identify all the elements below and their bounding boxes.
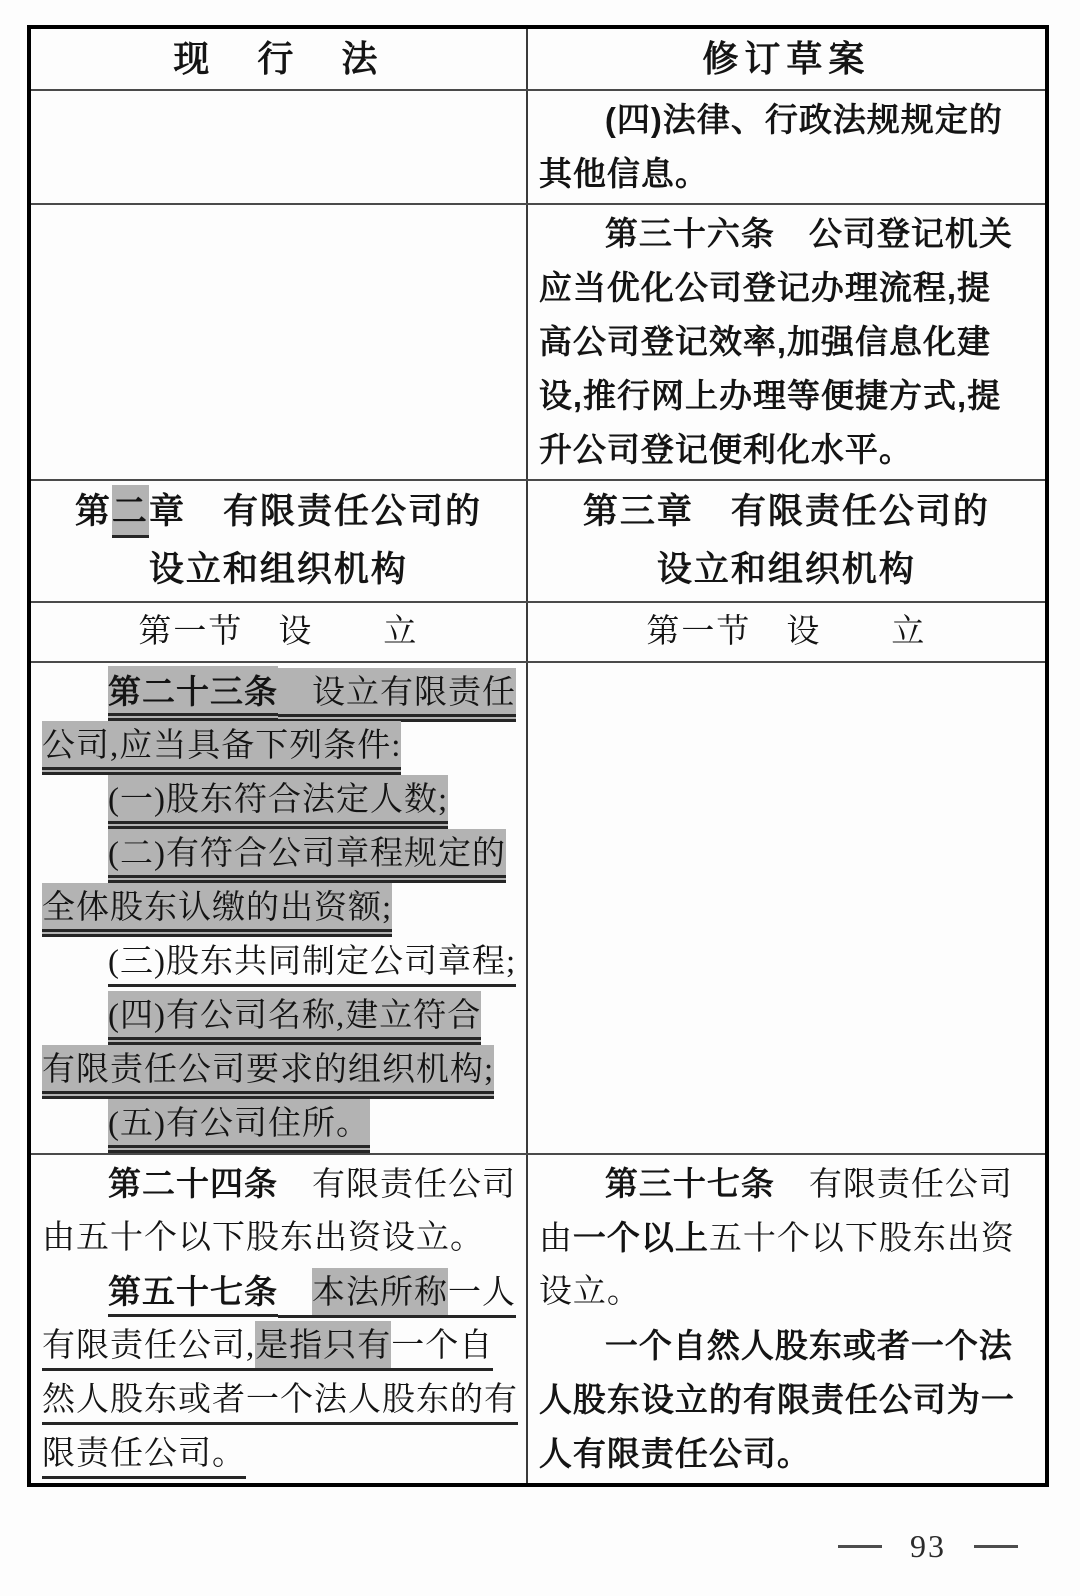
comparison-table bbox=[27, 25, 1049, 1487]
text-segment: 有限责任公司要求的组织机构; bbox=[42, 1045, 494, 1099]
text-segment: 设,推行网上办理等便捷方式,提 bbox=[538, 377, 1002, 414]
text-segment: 第二十三条 bbox=[108, 666, 278, 721]
text-segment: 升公司登记便利化水平。 bbox=[538, 431, 913, 468]
text-segment: 有限责任公司 bbox=[278, 1167, 516, 1203]
row-chapter-heading bbox=[31, 479, 1045, 601]
text-segment: 应当优化公司登记办理流程,提 bbox=[538, 269, 992, 306]
text-segment: 设立有限责任 bbox=[278, 668, 516, 722]
text-line bbox=[42, 1265, 515, 1319]
text-line bbox=[539, 1157, 1034, 1211]
text-line bbox=[42, 665, 515, 719]
text-line bbox=[539, 1373, 1034, 1427]
page-number: 93 bbox=[910, 1528, 946, 1564]
text-line bbox=[42, 1319, 515, 1373]
text-line bbox=[539, 369, 1034, 423]
other-info-item-left-cell bbox=[31, 91, 528, 203]
dash-ornament-left bbox=[838, 1545, 882, 1548]
articles-24-57-vs-37-left-cell bbox=[31, 1155, 528, 1483]
text-line bbox=[539, 541, 1034, 599]
text-segment: 一个自然人股东或者一个法 bbox=[604, 1327, 1013, 1364]
table-header-row bbox=[31, 29, 1045, 89]
article-23-deleted-left-cell bbox=[31, 663, 528, 1153]
text-line bbox=[42, 1097, 515, 1151]
current-law-header-cell: 现 行 法 bbox=[31, 29, 528, 89]
row-other-info-item bbox=[31, 89, 1045, 203]
text-segment: 二 bbox=[112, 485, 149, 538]
text-line bbox=[42, 719, 515, 773]
text-segment: 第一节 设 立 bbox=[646, 614, 927, 650]
text-segment: 人有限责任公司。 bbox=[538, 1435, 811, 1472]
text-segment: 本法所称 bbox=[312, 1268, 448, 1318]
other-info-item-right-cell bbox=[528, 91, 1045, 203]
text-segment: 第二十四条 bbox=[108, 1165, 278, 1202]
text-segment: 全体股东认缴的出资额; bbox=[42, 883, 392, 937]
text-line bbox=[539, 207, 1034, 261]
text-line bbox=[539, 605, 1034, 659]
articles-24-57-vs-37-right-cell bbox=[528, 1155, 1045, 1483]
text-line bbox=[42, 989, 515, 1043]
text-line bbox=[42, 1157, 515, 1211]
text-line bbox=[42, 1373, 518, 1427]
text-segment: 是指只有 bbox=[255, 1321, 391, 1371]
text-line bbox=[42, 483, 515, 541]
text-segment: 第三十六条 公司登记机关 bbox=[604, 215, 1013, 252]
text-segment: 五十个以下股东出资 bbox=[708, 1221, 1015, 1257]
text-segment: 公司,应当具备下列条件: bbox=[42, 721, 401, 775]
text-line bbox=[42, 827, 515, 881]
text-segment: 章 有限责任公司的 bbox=[148, 492, 482, 531]
text-segment: 其他信息。 bbox=[538, 155, 709, 192]
text-segment: 由 bbox=[538, 1221, 573, 1257]
text-segment: 有限责任公司, bbox=[42, 1328, 255, 1371]
text-segment: (一)股东符合法定人数; bbox=[108, 775, 448, 829]
text-segment: 一人 bbox=[448, 1275, 516, 1318]
article-36-left-cell bbox=[31, 205, 528, 479]
page-footer bbox=[838, 1528, 1018, 1565]
text-segment: 第三十七条 bbox=[604, 1165, 775, 1202]
text-segment bbox=[278, 1275, 312, 1318]
text-segment: 由五十个以下股东出资设立。 bbox=[42, 1220, 484, 1256]
text-segment: 一个以上 bbox=[572, 1219, 709, 1256]
text-line bbox=[42, 1211, 515, 1265]
text-line bbox=[539, 147, 1034, 201]
text-line bbox=[539, 1265, 1034, 1319]
table-body bbox=[31, 89, 1045, 1483]
text-line bbox=[539, 93, 1034, 147]
text-segment: (四)法律、行政法规规定的 bbox=[604, 101, 1003, 138]
row-article-36 bbox=[31, 203, 1045, 479]
text-segment: (二)有符合公司章程规定的 bbox=[108, 829, 506, 883]
text-line bbox=[539, 423, 1034, 477]
text-line bbox=[539, 1427, 1034, 1481]
chapter-heading-right-cell bbox=[528, 481, 1045, 601]
text-segment: (五)有公司住所。 bbox=[108, 1099, 370, 1153]
section-1-heading-right-cell bbox=[528, 603, 1045, 661]
text-line bbox=[539, 1319, 1034, 1373]
text-line bbox=[539, 261, 1034, 315]
text-segment: 设立和组织机构 bbox=[148, 550, 408, 589]
text-segment: 第一节 设 立 bbox=[138, 614, 419, 650]
text-segment: 限责任公司。 bbox=[42, 1436, 246, 1479]
article-23-deleted-right-cell bbox=[528, 663, 1045, 1153]
text-segment: 第三章 有限责任公司的 bbox=[582, 492, 990, 531]
dash-ornament-right bbox=[974, 1545, 1018, 1548]
row-section-1-heading bbox=[31, 601, 1045, 661]
row-articles-24-57-vs-37 bbox=[31, 1153, 1045, 1483]
text-segment: 高公司登记效率,加强信息化建 bbox=[538, 323, 992, 360]
row-article-23-deleted bbox=[31, 661, 1045, 1153]
chapter-heading-left-cell bbox=[31, 481, 528, 601]
text-line bbox=[42, 935, 515, 989]
text-segment: 人股东设立的有限责任公司为一 bbox=[538, 1381, 1015, 1418]
text-line bbox=[42, 1427, 515, 1481]
text-segment: (三)股东共同制定公司章程; bbox=[108, 944, 516, 987]
article-36-right-cell bbox=[528, 205, 1045, 479]
text-segment: 然人股东或者一个法人股东的有 bbox=[42, 1382, 518, 1425]
text-segment: 有限责任公司 bbox=[774, 1167, 1013, 1203]
text-segment: 设立。 bbox=[538, 1274, 641, 1310]
text-line bbox=[539, 483, 1034, 541]
text-line bbox=[539, 315, 1034, 369]
text-line bbox=[539, 1211, 1034, 1265]
text-segment: (四)有公司名称,建立符合 bbox=[108, 991, 481, 1045]
text-line bbox=[42, 605, 515, 659]
text-line bbox=[42, 541, 515, 599]
text-segment: 设立和组织机构 bbox=[656, 550, 916, 589]
text-line bbox=[42, 1043, 515, 1097]
text-line bbox=[42, 773, 515, 827]
text-segment: 第 bbox=[74, 492, 112, 531]
text-segment: 第五十七条 bbox=[108, 1273, 278, 1317]
text-line bbox=[42, 881, 515, 935]
text-segment: 一个自 bbox=[391, 1328, 493, 1371]
draft-header-cell: 修订草案 bbox=[702, 38, 871, 79]
section-1-heading-left-cell bbox=[31, 603, 528, 661]
